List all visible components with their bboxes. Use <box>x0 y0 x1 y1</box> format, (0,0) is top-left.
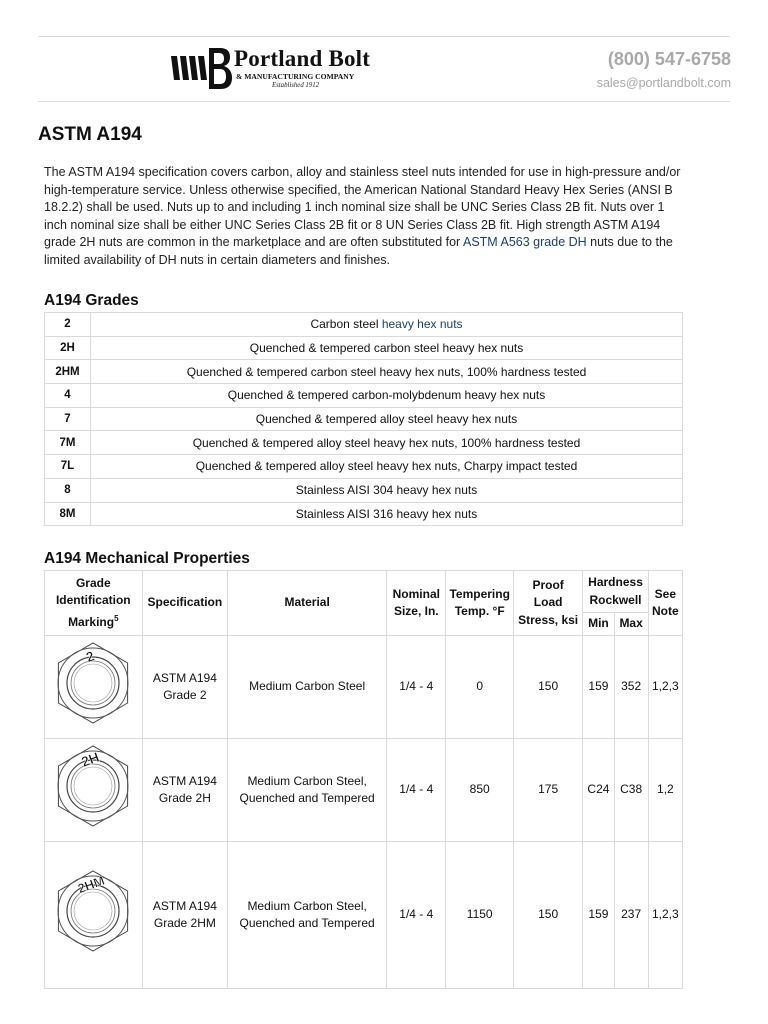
mechanical-properties-table <box>44 570 683 989</box>
hex-nut-marking-icon <box>48 866 138 958</box>
svg-text:2: 2 <box>84 647 97 666</box>
header-grade-marking-line3: Marking <box>68 614 115 629</box>
material-line2: Quenched and Tempered <box>239 791 375 805</box>
header-grade-marking-footnote: 5 <box>114 613 119 623</box>
grade-description <box>91 407 683 431</box>
svg-text:2H: 2H <box>79 748 102 771</box>
spec-line2: Grade 2 <box>163 688 207 702</box>
hardness-max-cell: 237 <box>614 842 648 989</box>
grade-description-text: Quenched & tempered alloy steel heavy hex nuts, Charpy impact tested <box>195 459 578 474</box>
header-grade-marking-line1: Grade <box>75 575 111 590</box>
mechanical-row <box>45 842 683 989</box>
header-proof-line2: Load <box>533 595 563 610</box>
spec-line1: ASTM A194 <box>152 773 217 788</box>
grades-row <box>45 478 683 502</box>
spec-line1: ASTM A194 <box>152 898 217 913</box>
header-tempering-line1: Tempering <box>449 586 510 601</box>
grade-cell: 8 <box>45 478 91 502</box>
logo-established: Established 1912 <box>272 82 320 89</box>
spec-line1: ASTM A194 <box>152 670 217 685</box>
grades-row <box>45 431 683 455</box>
grade-cell: 7 <box>45 407 91 431</box>
grade-description <box>91 336 683 360</box>
header-divider <box>38 101 730 102</box>
header-see-line1: See <box>654 586 677 601</box>
grades-row <box>45 502 683 526</box>
grade-cell: 2HM <box>45 360 91 384</box>
grades-row <box>45 455 683 479</box>
header-nominal-line1: Nominal <box>392 586 440 601</box>
intro-text-2: nuts due to the limited availability of DH nuts in certain diameters and finishes. <box>44 235 673 267</box>
grades-row <box>45 313 683 337</box>
grade-cell: 4 <box>45 384 91 408</box>
grade-cell: 7M <box>45 431 91 455</box>
header-tempering-temp <box>446 571 513 636</box>
header-proof-load <box>513 571 582 636</box>
grades-row <box>45 336 683 360</box>
grade-description <box>91 502 683 526</box>
header-grade-marking-line2: Identification <box>55 593 131 608</box>
header-hardness-rockwell <box>583 571 648 613</box>
grade-description-text: Quenched & tempered alloy steel heavy hex nuts, 100% hardness tested <box>192 435 581 450</box>
header-see-note <box>648 571 682 636</box>
spec-line2: Grade 2HM <box>153 916 216 930</box>
mechanical-row <box>45 739 683 842</box>
material-line1: Medium Carbon Steel, <box>247 898 367 913</box>
logo-company-name: Portland Bolt <box>234 46 371 71</box>
intro-paragraph <box>44 164 686 270</box>
header-hardness-min: Min <box>583 613 614 636</box>
header-proof-line3: Stress, ksi <box>518 612 579 627</box>
nominal-size-cell: 1/4 - 4 <box>387 739 446 842</box>
material-cell <box>228 636 387 739</box>
nominal-size-cell: 1/4 - 4 <box>387 842 446 989</box>
grade-description <box>91 313 683 337</box>
header-material: Material <box>228 571 387 636</box>
email-link[interactable]: sales@portlandbolt.com <box>596 76 731 90</box>
grade-description <box>91 384 683 408</box>
see-note-cell: 1,2,3 <box>648 636 682 739</box>
specification-cell <box>142 636 228 739</box>
header-hardness-line2: Rockwell <box>589 592 642 607</box>
specification-cell <box>142 739 228 842</box>
grade-description-text: Quenched & tempered alloy steel heavy hex nuts <box>255 412 518 427</box>
tempering-temp-cell: 0 <box>446 636 513 739</box>
grade-cell: 2 <box>45 313 91 337</box>
proof-load-cell: 150 <box>513 842 582 989</box>
grades-heading: A194 Grades <box>44 292 139 309</box>
bolt-logo-icon <box>168 44 234 94</box>
tempering-temp-cell: 1150 <box>446 842 513 989</box>
grades-row <box>45 360 683 384</box>
header-see-line2: Note <box>652 604 679 618</box>
proof-load-cell: 175 <box>513 739 582 842</box>
hardness-min-cell: C24 <box>583 739 614 842</box>
grade-description-text: Quenched & tempered carbon steel heavy hex nuts, 100% hardness tested <box>186 364 587 379</box>
phone-link[interactable]: (800) 547-6758 <box>607 49 731 69</box>
top-divider <box>38 36 730 37</box>
grade-marking-cell <box>45 739 143 842</box>
nominal-size-cell: 1/4 - 4 <box>387 636 446 739</box>
grades-row <box>45 407 683 431</box>
hex-nut-marking-icon <box>48 741 138 833</box>
hardness-min-cell: 159 <box>583 636 614 739</box>
grade-description-text: Stainless AISI 304 heavy hex nuts <box>295 483 478 498</box>
header-hardness-line1: Hardness <box>588 575 643 589</box>
company-logo[interactable] <box>168 44 384 94</box>
spec-line2: Grade 2H <box>158 791 211 805</box>
material-cell <box>228 739 387 842</box>
material-line1: Medium Carbon Steel <box>249 679 366 694</box>
specification-cell <box>142 842 228 989</box>
grade-description <box>91 431 683 455</box>
astm-a563-link[interactable]: ASTM A563 grade DH <box>463 235 587 250</box>
mechanical-heading: A194 Mechanical Properties <box>44 550 250 567</box>
header-tempering-line2: Temp. °F <box>454 604 505 618</box>
proof-load-cell: 150 <box>513 636 582 739</box>
logo-company-subtitle: & MANUFACTURING COMPANY <box>236 72 355 81</box>
see-note-cell: 1,2 <box>648 739 682 842</box>
grade-description <box>91 455 683 479</box>
grades-table <box>44 312 683 526</box>
material-cell <box>228 842 387 989</box>
grade-marking-cell <box>45 842 143 989</box>
mechanical-row <box>45 636 683 739</box>
header-specification: Specification <box>142 571 228 636</box>
grade-cell: 7L <box>45 455 91 479</box>
material-line1: Medium Carbon Steel, <box>247 773 367 788</box>
heavy-hex-nuts-link[interactable]: heavy hex nuts <box>381 317 463 332</box>
header-nominal-size <box>387 571 446 636</box>
grade-description <box>91 478 683 502</box>
hex-nut-marking-icon <box>48 638 138 730</box>
grade-cell: 2H <box>45 336 91 360</box>
grade-description-text: Stainless AISI 316 heavy hex nuts <box>295 506 478 521</box>
svg-text:2HM: 2HM <box>75 872 107 897</box>
hardness-max-cell: C38 <box>614 739 648 842</box>
header-proof-line1: Proof <box>532 577 564 592</box>
grade-description-text: Quenched & tempered carbon steel heavy hex nuts <box>249 341 524 356</box>
tempering-temp-cell: 850 <box>446 739 513 842</box>
header-grade-marking <box>45 571 143 636</box>
grade-description-text: Carbon steel <box>310 317 382 332</box>
hardness-max-cell: 352 <box>614 636 648 739</box>
grade-description <box>91 360 683 384</box>
grades-row <box>45 384 683 408</box>
hardness-min-cell: 159 <box>583 842 614 989</box>
grade-marking-cell <box>45 636 143 739</box>
header-hardness-max: Max <box>614 613 648 636</box>
intro-text-1: The ASTM A194 specification covers carbon, alloy and stainless steel nuts intended for use in high-pressure and/or high-temperature service. Unless otherwise specified, the American National Standard Heavy Hex Series (ANSI B 18.2.2) shall be used. Nuts up to and including 1 inch nominal size shall be UNC Series Class 2B fit. Nuts over 1 inch nominal size shall be either UNC Series Class 2B fit or 8 UN Series Class 2B fit. High strength ASTM A194 grade 2H nuts are common in the marketplace and are often substituted for <box>44 165 681 250</box>
see-note-cell: 1,2,3 <box>648 842 682 989</box>
page-title: ASTM A194 <box>38 124 142 145</box>
header-nominal-line2: Size, In. <box>393 604 439 618</box>
grade-cell: 8M <box>45 502 91 526</box>
grade-description-text: Quenched & tempered carbon-molybdenum heavy hex nuts <box>227 388 546 403</box>
material-line2: Quenched and Tempered <box>239 916 375 930</box>
